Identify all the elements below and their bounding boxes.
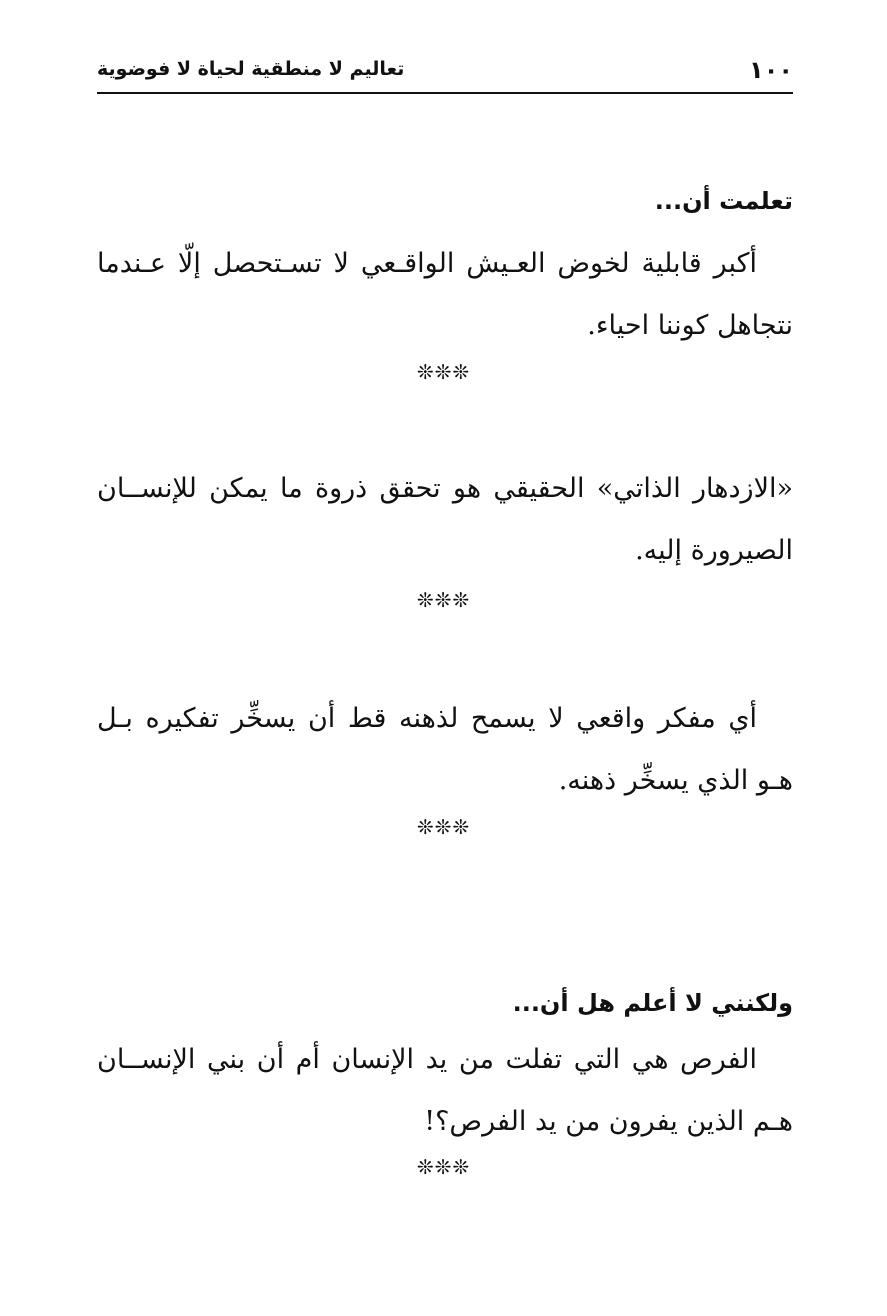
section-realistic-thinker [97, 688, 793, 812]
paragraph: الفرص هي التي تفلت من يد الإنسان أم أن بني الإنســان هـم الذين يفرون من يد الفرص؟! [97, 1044, 793, 1137]
separator-ornament: ❊❊❊ [416, 588, 471, 612]
paragraph: «الازدهار الذاتي» الحقيقي هو تحقق ذروة ما يمكن للإنســان الصيرورة إليه. [97, 473, 793, 566]
section-learned [97, 183, 793, 357]
section-self-flourishing [97, 458, 793, 582]
paragraph: أكبر قابلية لخوض العـيش الواقـعي لا تسـتحصل إلّا عـندما نتجاهل كوننا احياء. [97, 248, 793, 341]
separator-ornament: ❊❊❊ [416, 1155, 471, 1179]
paragraph: أي مفكر واقعي لا يسمح لذهنه قط أن يسخِّر تفكيره بـل هـو الذي يسخِّر ذهنه. [97, 703, 793, 796]
separator-ornament: ❊❊❊ [416, 815, 471, 839]
separator-ornament: ❊❊❊ [416, 360, 471, 384]
running-title: تعاليم لا منطقية لحياة لا فوضوية [97, 58, 405, 80]
section-heading: تعلمت أن... [654, 187, 793, 215]
page-number: ١٠٠ [749, 56, 793, 84]
page-header [97, 52, 793, 94]
section-opportunities [97, 985, 793, 1153]
section-heading: ولكنني لا أعلم هل أن... [512, 989, 793, 1017]
